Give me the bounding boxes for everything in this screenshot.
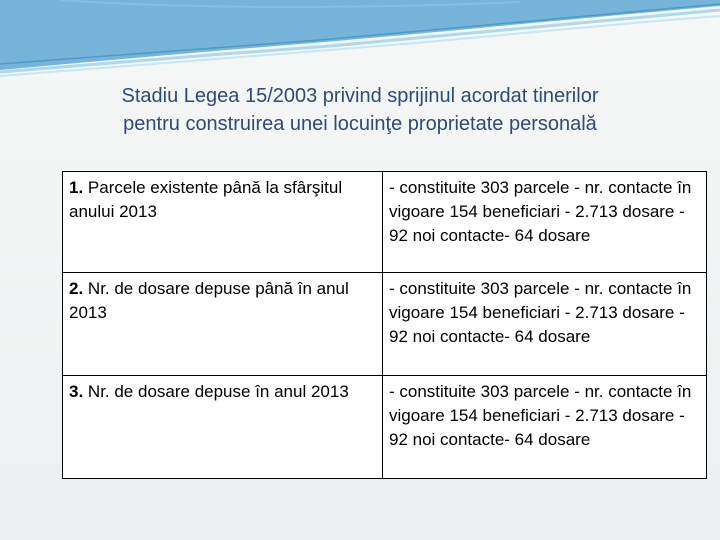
row-label-cell [63,172,383,273]
row-number: 1. [69,178,84,197]
row-number: 3. [69,382,84,401]
row-value-cell [382,172,706,273]
table-row [63,273,707,376]
row-number: 2. [69,279,84,298]
slide-title [40,82,680,138]
info-table [62,171,707,479]
row-value: - constituite 303 parcele - nr. contacte în vigoare 154 beneficiari - 2.713 dosare - 92 noi contacte- 64 dosare [388,279,692,346]
table-row [63,376,707,479]
row-value-cell [382,273,706,376]
row-label: Nr. de dosare depuse până în anul 2013 [69,279,349,322]
title-line-1: Stadiu Legea 15/2003 privind sprijinul acordat tinerilor [121,85,599,107]
table-row [63,172,707,273]
row-value: - constituite 303 parcele - nr. contacte în vigoare 154 beneficiari - 2.713 dosare - 92 noi contacte- 64 dosare [388,382,692,449]
row-label-cell [63,273,383,376]
title-line-2: pentru construirea unei locuinţe proprietate personală [123,113,597,135]
wave-decoration [0,0,720,80]
row-label-cell [63,376,383,479]
row-value-cell [382,376,706,479]
row-value: - constituite 303 parcele - nr. contacte în vigoare 154 beneficiari - 2.713 dosare - 92 noi contacte- 64 dosare [388,178,692,245]
row-label: Parcele existente până la sfârşitul anului 2013 [69,178,343,221]
row-label: Nr. de dosare depuse în anul 2013 [83,382,349,401]
